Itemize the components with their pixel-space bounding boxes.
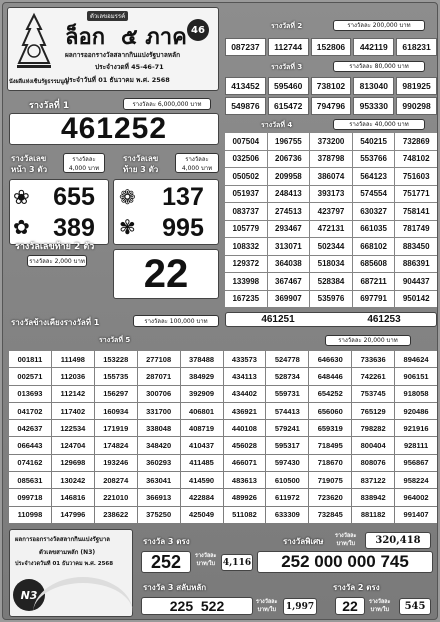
prize5-number: 723620 bbox=[309, 489, 351, 505]
prize5-number: 732845 bbox=[309, 507, 351, 523]
prize4-number: 886391 bbox=[395, 256, 437, 273]
prize4-number: 904437 bbox=[395, 273, 437, 290]
n3-date: ประจำงวดวันที่ 01 ธันวาคม พ.ศ. 2568 bbox=[15, 561, 114, 567]
prize5-number: 611972 bbox=[266, 489, 308, 505]
prize5-number: 085631 bbox=[9, 472, 51, 488]
prize4-number: 732869 bbox=[395, 133, 437, 150]
prize5-number: 156297 bbox=[95, 386, 137, 402]
temple-logo-icon bbox=[11, 11, 57, 77]
straight3-prize: 4,116 bbox=[222, 557, 252, 568]
front3-prize bbox=[63, 153, 105, 173]
prize5-number: 112036 bbox=[52, 368, 94, 384]
prize4-number: 423797 bbox=[310, 203, 352, 220]
straight2-prize-label bbox=[369, 598, 391, 614]
prize5-number: 112142 bbox=[52, 386, 94, 402]
prize5-number: 440108 bbox=[224, 420, 266, 436]
special-prize-label bbox=[335, 532, 357, 548]
n3-org-2: ตัวเลขสามหลัก (N3) bbox=[39, 549, 96, 556]
straight3-label: รางวัล 3 ตรง bbox=[143, 537, 190, 546]
prize4-number: 535976 bbox=[310, 291, 352, 308]
prize2-label: รางวัลที่ 2 bbox=[271, 22, 303, 30]
prize3-number: 413452 bbox=[225, 77, 266, 95]
prize4-number: 950142 bbox=[395, 291, 437, 308]
prize3-number: 813040 bbox=[353, 77, 394, 95]
straight2-prize: 545 bbox=[404, 601, 426, 612]
prize5-number: 001811 bbox=[9, 351, 51, 367]
prize4-number: 781749 bbox=[395, 221, 437, 238]
straight2-label: รางวัล 2 ตรง bbox=[333, 583, 380, 592]
prize4-number: 472131 bbox=[310, 221, 352, 238]
front3-label-2: หน้า 3 ตัว bbox=[11, 165, 48, 174]
prize5-number: 964002 bbox=[395, 489, 437, 505]
prize4-number: 751603 bbox=[395, 168, 437, 185]
prize5-number: 117402 bbox=[52, 403, 94, 419]
prize5-number: 489926 bbox=[224, 489, 266, 505]
prize5-number: 808076 bbox=[352, 455, 394, 471]
back3-number-2: 995 bbox=[162, 213, 204, 242]
straight3-prize-label-2: บาท/ใบ bbox=[196, 561, 215, 567]
prize5-number: 110998 bbox=[9, 507, 51, 523]
back3-prize-1: รางวัลละ bbox=[185, 156, 209, 163]
prize5-number: 360293 bbox=[138, 455, 180, 471]
prize5-number: 414590 bbox=[181, 472, 223, 488]
prize3-label: รางวัลที่ 3 bbox=[271, 63, 303, 71]
prize5-number: 958224 bbox=[395, 472, 437, 488]
prize4-number: 661035 bbox=[353, 221, 395, 238]
prize5-number: 559731 bbox=[266, 386, 308, 402]
prize5-number: 122534 bbox=[52, 420, 94, 436]
org-title: ผลการออกรางวัลสลากกินแบ่งรัฐบาลหลัก bbox=[65, 51, 181, 59]
prize5-number: 765129 bbox=[352, 403, 394, 419]
prize5-grid bbox=[9, 351, 437, 523]
prize5-number: 129698 bbox=[52, 455, 94, 471]
prize4-number: 274513 bbox=[268, 203, 310, 220]
flower-icon: ❁ bbox=[119, 185, 136, 209]
prize5-number: 410437 bbox=[181, 437, 223, 453]
prize5-number: 654252 bbox=[309, 386, 351, 402]
front3-prize-2: 4,000 บาท bbox=[68, 165, 100, 172]
prize4-number: 630327 bbox=[353, 203, 395, 220]
prize4-number: 758141 bbox=[395, 203, 437, 220]
prize4-number: 108332 bbox=[225, 238, 267, 255]
temple-logo bbox=[11, 11, 57, 77]
prize5-number: 002571 bbox=[9, 368, 51, 384]
prize5-number: 287071 bbox=[138, 368, 180, 384]
swap3-prize-label-2: บาท/ใบ bbox=[257, 607, 276, 613]
prize4-label: รางวัลที่ 4 bbox=[261, 121, 293, 129]
prize4-number: 883450 bbox=[395, 238, 437, 255]
adjacent-prize: รางวัลละ 100,000 บาท bbox=[133, 315, 219, 327]
back3-label-2: ท้าย 3 ตัว bbox=[123, 165, 159, 174]
swap3-prize-label-1: รางวัลละ bbox=[256, 599, 278, 605]
prize4-number: 687211 bbox=[353, 273, 395, 290]
straight3-prize-label bbox=[195, 552, 217, 568]
prize5-number: 579241 bbox=[266, 420, 308, 436]
prize5-number: 153228 bbox=[95, 351, 137, 367]
draw-date: ประจำวันที่ 01 ธันวาคม พ.ศ. 2568 bbox=[65, 76, 170, 84]
prize4-number: 518034 bbox=[310, 256, 352, 273]
prize5-number: 483613 bbox=[224, 472, 266, 488]
front3-number-2: 389 bbox=[53, 213, 95, 242]
prize4-number: 373200 bbox=[310, 133, 352, 150]
prize5-number: 384929 bbox=[181, 368, 223, 384]
prize5-number: 733636 bbox=[352, 351, 394, 367]
prize5-number: 348420 bbox=[138, 437, 180, 453]
prize5-number: 906151 bbox=[395, 368, 437, 384]
prize5-number: 277108 bbox=[138, 351, 180, 367]
first-prize-amount: รางวัลละ 6,000,000 บาท bbox=[123, 98, 211, 110]
prize4-number: 668102 bbox=[353, 238, 395, 255]
prize4-number: 364038 bbox=[268, 256, 310, 273]
prize5-number: 956867 bbox=[395, 455, 437, 471]
last2-label: รางวัลเลขท้าย 2 ตัว bbox=[15, 242, 95, 252]
prize5-number: 456028 bbox=[224, 437, 266, 453]
prize5-number: 528734 bbox=[266, 368, 308, 384]
straight3-number: 252 bbox=[150, 551, 182, 572]
prize2-amount: รางวัลละ 200,000 บาท bbox=[333, 20, 425, 31]
prize5-number: 366913 bbox=[138, 489, 180, 505]
prize5-number: 099718 bbox=[9, 489, 51, 505]
last2-number: 22 bbox=[143, 251, 189, 296]
prize5-number: 130242 bbox=[52, 472, 94, 488]
back3-prize bbox=[175, 153, 219, 173]
orchid-icon: ✾ bbox=[119, 215, 136, 239]
prize3-number: 595460 bbox=[268, 77, 309, 95]
prize4-number: 032506 bbox=[225, 151, 267, 168]
prize4-number: 133998 bbox=[225, 273, 267, 290]
prize4-number: 502344 bbox=[310, 238, 352, 255]
prize2-grid bbox=[225, 38, 437, 56]
prize5-number: 838942 bbox=[352, 489, 394, 505]
front3-label-1: รางวัลเลข bbox=[11, 154, 47, 163]
prize5-number: 648446 bbox=[309, 368, 351, 384]
prize5-number: 595317 bbox=[266, 437, 308, 453]
first-prize-number: 461252 bbox=[60, 112, 168, 145]
adjacent-number-1: 461251 bbox=[261, 314, 295, 325]
lotus-icon: ✿ bbox=[13, 215, 30, 239]
prize3-amount: รางวัลละ 80,000 บาท bbox=[333, 61, 425, 72]
prize4-number: 378798 bbox=[310, 151, 352, 168]
prize5-number: 466071 bbox=[224, 455, 266, 471]
prize5-number: 800404 bbox=[352, 437, 394, 453]
rose-icon: ❀ bbox=[13, 185, 30, 209]
prize5-number: 719075 bbox=[309, 472, 351, 488]
prize3-number: 953330 bbox=[353, 97, 394, 115]
lottery-sheet bbox=[2, 2, 438, 620]
prize4-number: 007504 bbox=[225, 133, 267, 150]
prize4-number: 553766 bbox=[353, 151, 395, 168]
prize5-number: 208274 bbox=[95, 472, 137, 488]
prize5-number: 798282 bbox=[352, 420, 394, 436]
front3-label bbox=[11, 153, 47, 175]
prize5-number: 392909 bbox=[181, 386, 223, 402]
straight3-prize-label-1: รางวัลละ bbox=[195, 553, 217, 559]
prize5-number: 238622 bbox=[95, 507, 137, 523]
prize3-number: 549876 bbox=[225, 97, 266, 115]
prize5-number: 408719 bbox=[181, 420, 223, 436]
prize5-number: 160934 bbox=[95, 403, 137, 419]
prize4-amount: รางวัลละ 40,000 บาท bbox=[333, 119, 425, 130]
prize5-number: 928111 bbox=[395, 437, 437, 453]
title-left: ล็อก bbox=[65, 24, 106, 50]
special-number: 252 000 000 745 bbox=[281, 552, 409, 571]
prize5-number: 221010 bbox=[95, 489, 137, 505]
prize2-number: 112744 bbox=[268, 38, 309, 56]
prize5-number: 013693 bbox=[9, 386, 51, 402]
prize4-number: 751771 bbox=[395, 186, 437, 203]
prize5-number: 066443 bbox=[9, 437, 51, 453]
prize2-number: 087237 bbox=[225, 38, 266, 56]
special-prize: 320,418 bbox=[375, 535, 421, 546]
prize5-number: 331700 bbox=[138, 403, 180, 419]
prize5-number: 837122 bbox=[352, 472, 394, 488]
prize4-number: 050502 bbox=[225, 168, 267, 185]
prize5-number: 646630 bbox=[309, 351, 351, 367]
prize5-number: 574413 bbox=[266, 403, 308, 419]
straight2-prize-label-2: บาท/ใบ bbox=[370, 607, 389, 613]
prize4-number: 386074 bbox=[310, 168, 352, 185]
prize4-number: 540215 bbox=[353, 133, 395, 150]
prize5-number: 921916 bbox=[395, 420, 437, 436]
prize4-number: 105779 bbox=[225, 221, 267, 238]
prize5-number: 610500 bbox=[266, 472, 308, 488]
prize5-number: 338048 bbox=[138, 420, 180, 436]
prize3-number: 738102 bbox=[311, 77, 352, 95]
prize4-number: 051937 bbox=[225, 186, 267, 203]
back3-label bbox=[123, 153, 158, 175]
prize4-number: 167235 bbox=[225, 291, 267, 308]
prize4-number: 748102 bbox=[395, 151, 437, 168]
prize3-number: 990298 bbox=[396, 97, 437, 115]
special-label: รางวัลพิเศษ bbox=[283, 537, 324, 546]
prize4-number: 367467 bbox=[268, 273, 310, 290]
prize5-number: 074162 bbox=[9, 455, 51, 471]
prize3-grid bbox=[225, 77, 437, 115]
straight2-prize-label-1: รางวัลละ bbox=[369, 599, 391, 605]
prize4-number: 196755 bbox=[268, 133, 310, 150]
first-prize-label: รางวัลที่ 1 bbox=[29, 101, 70, 111]
swap3-prize-label bbox=[256, 598, 278, 614]
prize5-number: 718495 bbox=[309, 437, 351, 453]
n3-logo: N3 bbox=[13, 579, 45, 611]
prize5-number: 411485 bbox=[181, 455, 223, 471]
prize4-number: 697791 bbox=[353, 291, 395, 308]
prize5-number: 146816 bbox=[52, 489, 94, 505]
prize5-number: 111498 bbox=[52, 351, 94, 367]
prize5-label: รางวัลที่ 5 bbox=[99, 336, 131, 344]
prize5-number: 375250 bbox=[138, 507, 180, 523]
prize5-number: 920486 bbox=[395, 403, 437, 419]
prize4-number: 083737 bbox=[225, 203, 267, 220]
prize5-number: 300706 bbox=[138, 386, 180, 402]
prize4-number: 248413 bbox=[268, 186, 310, 203]
issue-label: ประจำงวดที่ 45-46-71 bbox=[95, 63, 164, 71]
prize5-number: 174824 bbox=[95, 437, 137, 453]
special-prize-label-1: รางวัลละ bbox=[335, 533, 357, 539]
prize5-number: 524778 bbox=[266, 351, 308, 367]
prize2-number: 442119 bbox=[353, 38, 394, 56]
prize5-number: 434402 bbox=[224, 386, 266, 402]
prize5-number: 742261 bbox=[352, 368, 394, 384]
prize2-number: 152806 bbox=[311, 38, 352, 56]
prize5-number: 881182 bbox=[352, 507, 394, 523]
back3-prize-2: 4,000 บาท bbox=[181, 165, 213, 172]
swap3-label: รางวัล 3 สลับหลัก bbox=[143, 583, 207, 592]
badge: 46 bbox=[187, 19, 209, 41]
front3-prize-1: รางวัลละ bbox=[72, 156, 96, 163]
title-right: ๕ ภาค bbox=[121, 24, 187, 50]
prize5-number: 718670 bbox=[309, 455, 351, 471]
prize4-number: 129372 bbox=[225, 256, 267, 273]
prize5-number: 124704 bbox=[52, 437, 94, 453]
prize5-number: 633309 bbox=[266, 507, 308, 523]
prize5-number: 193246 bbox=[95, 455, 137, 471]
prize5-number: 425049 bbox=[181, 507, 223, 523]
prize5-number: 363041 bbox=[138, 472, 180, 488]
prize4-number: 685608 bbox=[353, 256, 395, 273]
prize4-number: 393173 bbox=[310, 186, 352, 203]
prize5-number: 171919 bbox=[95, 420, 137, 436]
prize5-number: 422884 bbox=[181, 489, 223, 505]
prize5-number: 659319 bbox=[309, 420, 351, 436]
prize5-number: 656060 bbox=[309, 403, 351, 419]
brand-label: ตัวเลขอมรรค์ bbox=[87, 11, 128, 21]
logo-caption: นั่งผลี่แห่งเซ็นรัฐธรรมนูญ bbox=[9, 79, 69, 85]
prize5-number: 753745 bbox=[352, 386, 394, 402]
n3-org-1: ผลการออกรางวัลสลากกินแบ่งรัฐบาล bbox=[15, 536, 110, 543]
front3-number-1: 655 bbox=[53, 182, 95, 211]
last2-prize: รางวัลละ 2,000 บาท bbox=[27, 255, 87, 267]
prize5-number: 434113 bbox=[224, 368, 266, 384]
prize5-number: 406801 bbox=[181, 403, 223, 419]
prize4-number: 574554 bbox=[353, 186, 395, 203]
straight2-number: 22 bbox=[342, 598, 358, 614]
prize5-number: 511082 bbox=[224, 507, 266, 523]
prize5-number: 433573 bbox=[224, 351, 266, 367]
prize4-number: 209958 bbox=[268, 168, 310, 185]
prize5-number: 991407 bbox=[395, 507, 437, 523]
back3-label-1: รางวัลเลข bbox=[123, 154, 159, 163]
prize5-amount: รางวัลละ 20,000 บาท bbox=[325, 335, 411, 346]
adjacent-number-2: 461253 bbox=[367, 314, 401, 325]
prize4-number: 293467 bbox=[268, 221, 310, 238]
back3-number-1: 137 bbox=[162, 182, 204, 211]
prize5-number: 042637 bbox=[9, 420, 51, 436]
special-prize-label-2: บาท/ใบ bbox=[336, 541, 355, 547]
prize4-number: 564123 bbox=[353, 168, 395, 185]
prize5-number: 918058 bbox=[395, 386, 437, 402]
adjacent-label: รางวัลข้างเคียงรางวัลที่ 1 bbox=[11, 318, 100, 327]
prize5-number: 155735 bbox=[95, 368, 137, 384]
prize3-number: 615472 bbox=[268, 97, 309, 115]
prize5-number: 436921 bbox=[224, 403, 266, 419]
prize4-number: 528384 bbox=[310, 273, 352, 290]
swap3-numbers: 225 522 bbox=[169, 598, 225, 614]
prize4-number: 206736 bbox=[268, 151, 310, 168]
prize5-number: 894624 bbox=[395, 351, 437, 367]
prize4-number: 313071 bbox=[268, 238, 310, 255]
prize5-number: 041702 bbox=[9, 403, 51, 419]
prize2-number: 618231 bbox=[396, 38, 437, 56]
swap3-prize: 1,997 bbox=[285, 601, 315, 612]
prize5-number: 147996 bbox=[52, 507, 94, 523]
prize5-number: 378488 bbox=[181, 351, 223, 367]
prize4-grid bbox=[225, 133, 437, 307]
prize4-number: 369907 bbox=[268, 291, 310, 308]
prize5-number: 597430 bbox=[266, 455, 308, 471]
prize3-number: 981925 bbox=[396, 77, 437, 95]
prize3-number: 794796 bbox=[311, 97, 352, 115]
